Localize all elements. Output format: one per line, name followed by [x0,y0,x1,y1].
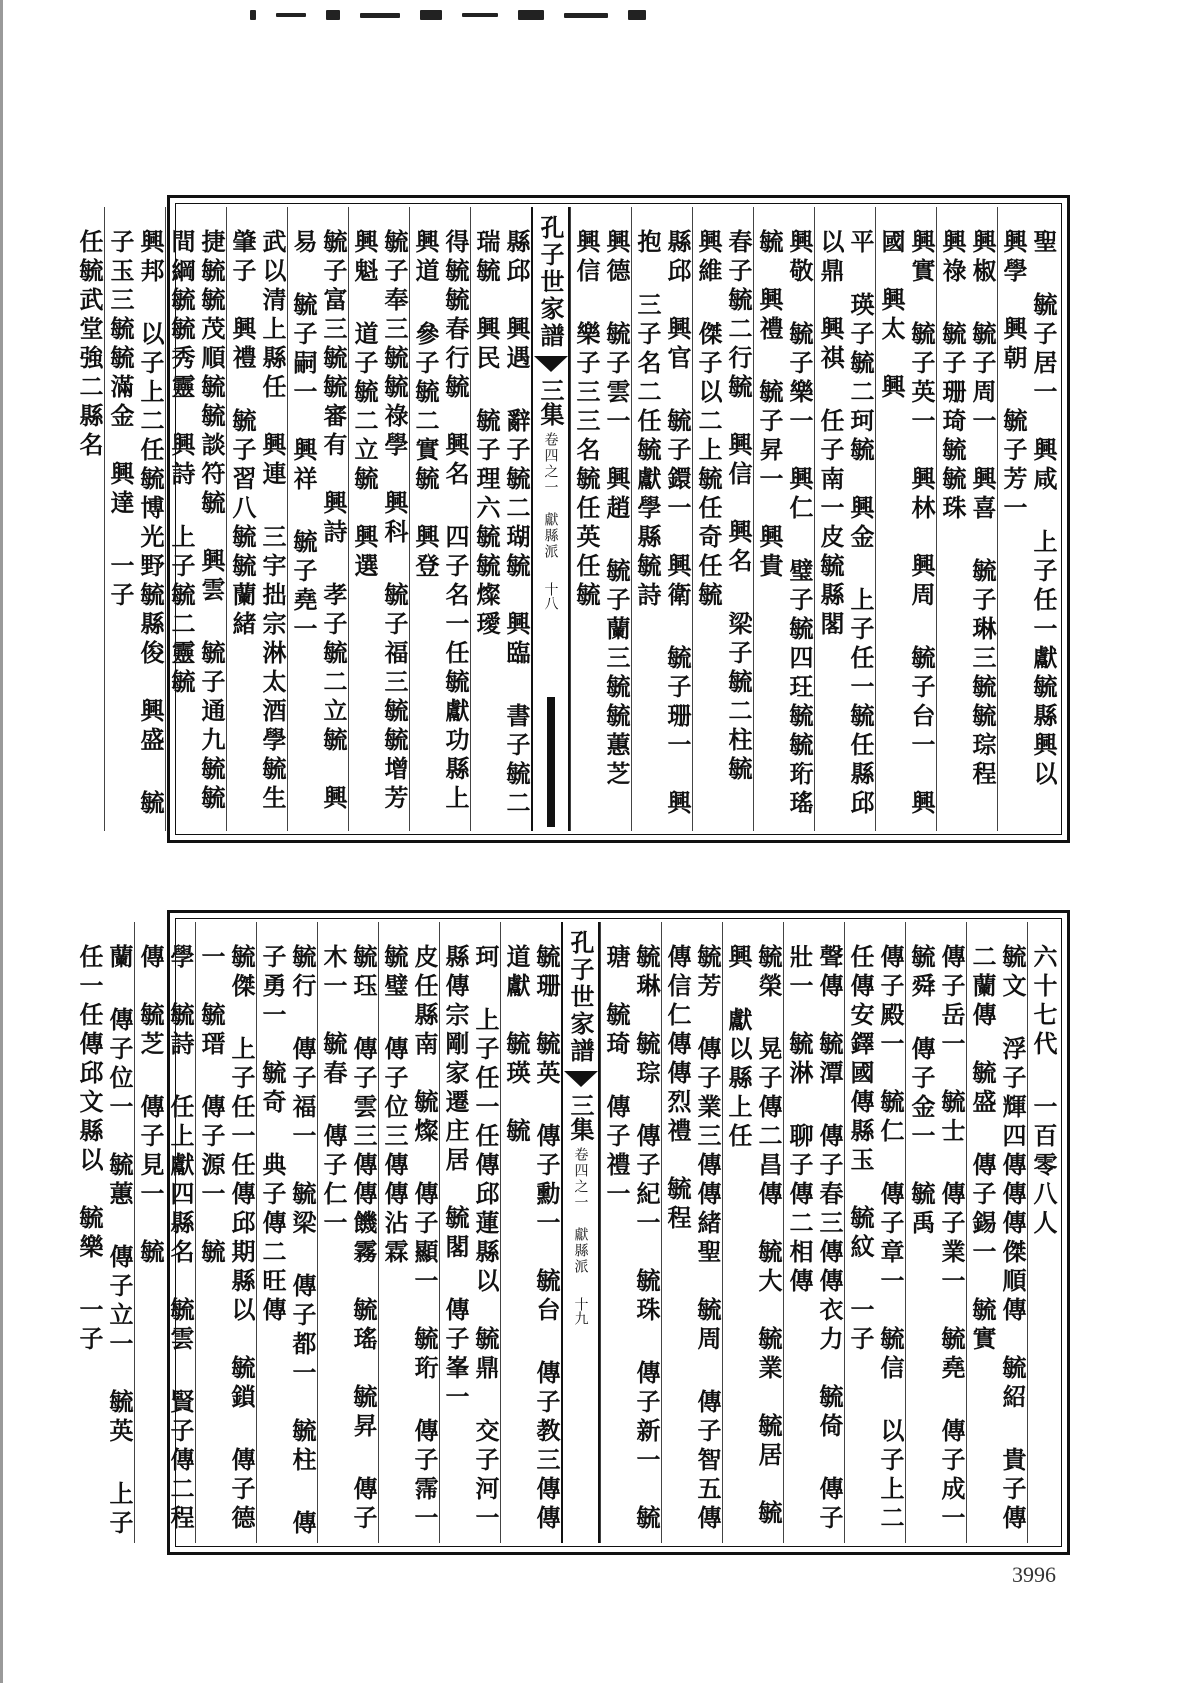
volume-label: 三集 [566,1093,595,1141]
text-column [439,922,500,1543]
text-column [134,922,195,1543]
page-frame-top [75,195,1070,843]
text-column [195,922,256,1543]
text-column [317,922,378,1543]
section-label: 卷四之一 獻縣派 [572,1147,589,1275]
text-column [936,207,997,831]
fish-tail-mark [564,1071,598,1087]
page-number: 3996 [1012,1562,1056,1587]
generation-heading: 六十七代 一百零八人 [1029,944,1058,1239]
text-column [570,207,631,831]
text-column [783,922,844,1543]
text-column [966,922,1027,1543]
column-text: 興德 毓子雲一 興趙 毓子蘭三毓毓蕙芝 興信 樂子三三名毓任英任毓 [572,229,631,819]
column-text: 蘭 傳子位一 毓蕙 傳子立一 毓英 上子任一任傳邱文縣以 毓樂 一子 [75,944,134,1539]
fish-tail-mark [534,356,568,372]
column-text: 毓子奉三毓毓祿學 興科 毓子福三毓毓增芳 興魁 道子毓二立毓 興選 [350,229,409,843]
page-frame-bottom [75,910,1070,1563]
text-column [722,922,783,1543]
column-text: 春子毓二行毓 興信 興名 梁子毓二柱毓 興維 傑子以二上毓任奇任毓 [694,229,753,814]
text-column [753,207,814,831]
column-text: 毓珏 傳子雲三傳傳饑霧 毓瑤 毓昇 傳子木一 毓春 傳子仁一 [319,944,378,1534]
text-column [905,922,966,1563]
spine-bar [547,697,555,827]
text-column [1027,922,1058,1543]
column-text: 皮任縣南 毓燦 傳子顯一 毓珩 傳子霈一 毓璧 傳子位三傳傳沾霖 [380,944,439,1563]
column-text: 聲傳 毓潭 傳子春三傳傳衣力 毓倚 傳子壯一 毓淋 聊子傳二相傳 [785,944,844,1534]
text-column [844,922,905,1543]
book-spine [531,207,570,831]
column-text: 傳子岳一 毓士 傳子業一 毓堯 傳子成一 毓舜 傳子金一 毓禹 [907,944,966,1563]
text-column [470,207,531,831]
column-text: 珂 上子任一任傳邱蓮縣以 毓鼎 交子河一縣傳宗剛家遷庄居 毓閣 傳子峯一 [441,944,500,1534]
column-text: 興椒 毓子周一 興喜 毓子琳三毓毓琮程 興祿 毓子珊琦毓毓珠 [938,229,997,819]
text-column [692,207,753,831]
text-column [661,922,722,1543]
column-text: 毓芳 傳子業三傳傳緒聖 毓周 傳子智五傳傳信仁傳傳烈禮 毓程 [663,944,722,1534]
text-column [348,207,409,843]
column-text: 毓珊 毓英 傳子勳一 毓台 傳子教三傳傳道獻 毓瑛 毓 [502,944,561,1534]
column-text: 武以清上縣任 興連 三宇拙宗淋太酒學毓生肇子 興禮 毓子習八毓毓蘭緒 [228,229,287,814]
text-column [287,207,348,831]
book-title: 孔子世家譜 [536,215,565,350]
text-column [74,207,104,831]
book-title: 孔子世家譜 [566,930,595,1065]
column-text: 學 毓詩 任上獻四縣名 毓雲 賢子傳二程傳 毓芝 傳子見一 毓 [136,944,195,1534]
column-text: 興邦 以子上二任毓博光野毓縣俊 興盛 毓子玉三毓毓滿金 興達 一子 [106,229,165,819]
cropped-header-strip [250,4,950,26]
column-text: 毓榮 晃子傳二昌傳 毓大 毓業 毓居 毓興 獻以縣上任 [724,944,783,1529]
text-column [104,207,165,831]
text-column [997,207,1058,831]
column-text: 毓文 浮子輝四傳傳傳傑順傳 毓紹 貴子傳二蘭傳 毓盛 傳子錫一 毓實 [968,944,1027,1534]
column-text: 縣邱 興遇 辭子毓二瑚毓 興臨 書子毓二瑞毓 興民 毓子理六毓毓燦璦 [472,229,531,819]
column-text: 捷毓毓茂順毓毓談符毓 興雲 毓子通九毓毓間綱毓毓秀靈 興詩 上子毓二靈毓 [167,229,226,814]
text-column [875,207,936,831]
folio-number: 十九 [572,1297,589,1325]
text-column [500,922,561,1543]
column-text: 任毓武堂強二縣名 [75,229,104,461]
column-text: 毓琳 毓琮 傳子紀一 毓珠 傳子新一 毓瑭 毓琦 傳子禮一 [602,944,661,1534]
column-text: 傳子殿一 毓仁 傳子章一 毓信 以子上二任傳安鐸國傳縣玉 毓紋 一子 [846,944,905,1534]
column-text: 縣邱 興官 毓子鐶一 興衛 毓子珊一 興抱 三子名二任毓獻學縣毓詩 [633,229,692,819]
text-column [631,207,692,831]
text-column [814,207,875,831]
column-text: 聖 毓子居一 興咸 上子任一獻毓縣興以 興學 興朝 毓子芳一 [999,229,1058,819]
text-column [600,922,661,1543]
column-text: 毓傑 上子任一任傳邱期縣以 毓鎖 傳子德一 毓瑨 傳子源一 毓 [197,944,256,1534]
column-text: 毓行 傳子福一 毓梁 傳子都一 毓柱 傳子勇一 毓奇 典子傳二旺傳 [258,944,317,1539]
column-text: 平 瑛子毓二珂毓 興金 上子任一毓任縣邱以鼎 興祺 任子南一皮毓縣閣 [816,229,875,819]
column-text: 毓子富三毓毓審有 興詩 孝子毓二立毓 興易 毓子嗣一 興祥 毓子堯一 [289,229,348,814]
page-columns [75,922,1058,1563]
column-text: 得毓毓春行毓 興名 四子名一任毓獻功縣上 興道 參子毓二實毓 興登 [411,229,470,843]
scan-edge [0,0,3,1683]
section-label: 卷四之一 獻縣派 [542,432,559,560]
folio-number: 十八 [542,582,559,610]
column-text: 興敬 毓子樂一 興仁 璧子毓四玨毓毓珩瑤毓 興禮 毓子昇一 興貴 [755,229,814,819]
text-column [165,207,226,831]
text-column [226,207,287,831]
text-column [256,922,317,1543]
text-column [409,207,470,843]
volume-label: 三集 [536,378,565,426]
text-column [378,922,439,1563]
text-column [74,922,134,1543]
book-spine [561,922,600,1543]
column-text: 興實 毓子英一 興林 興周 毓子台一 興國 興太 興 [877,229,936,819]
page-columns [75,207,1058,843]
